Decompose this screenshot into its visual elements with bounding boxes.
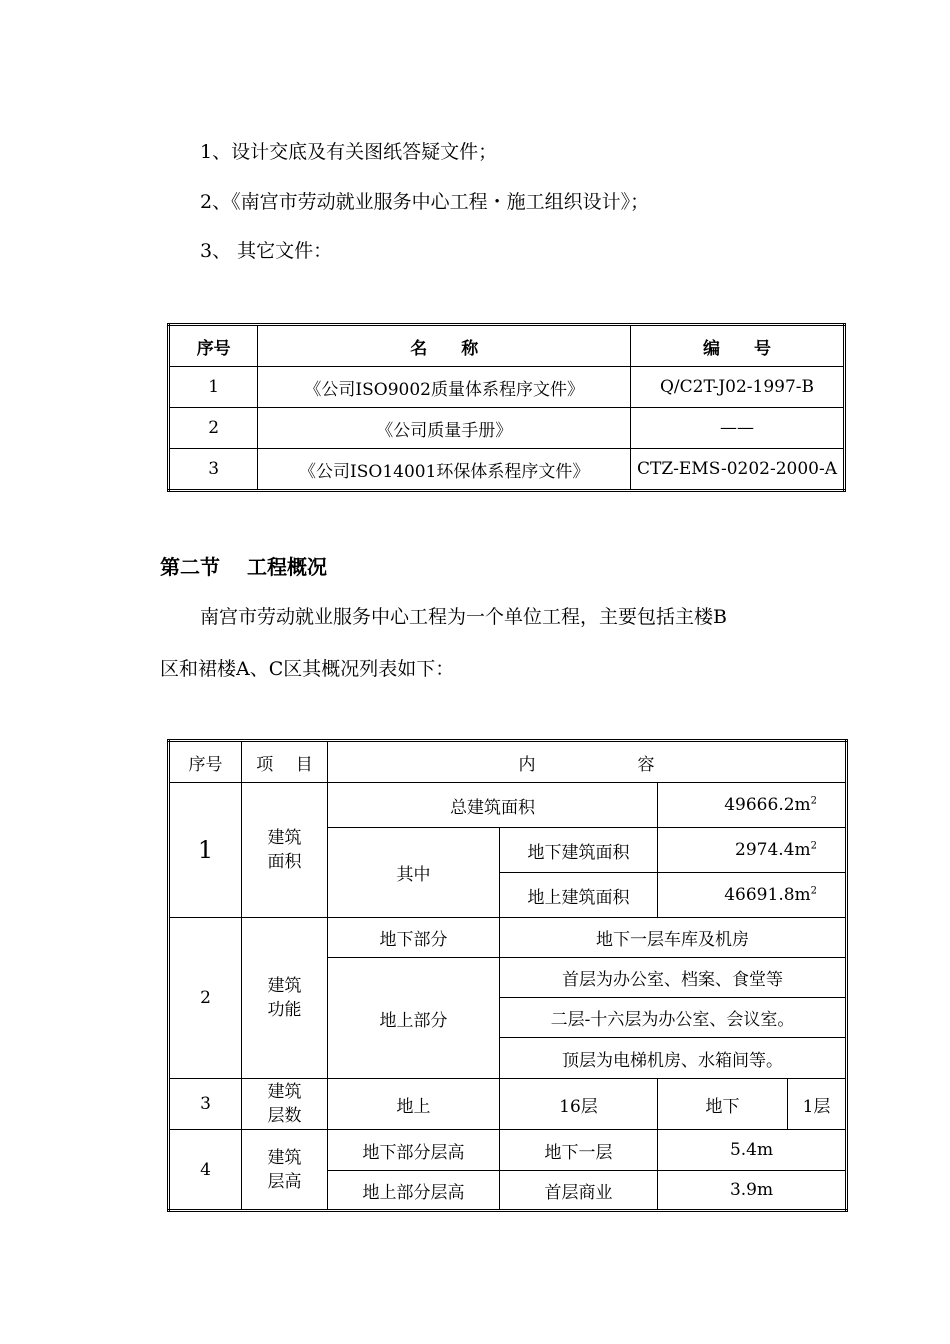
aboveground-floor: 首层商业 xyxy=(500,1171,658,1211)
aboveground-part-label: 地上部分 xyxy=(328,958,500,1079)
total-area-value: $49666.2m^2$ xyxy=(658,783,847,828)
aboveground-function-3: 顶层为电梯机房、水箱间等。 xyxy=(500,1038,847,1079)
aboveground-height-label: 地上部分层高 xyxy=(328,1171,500,1211)
underground-height-label: 地下部分层高 xyxy=(328,1130,500,1171)
aboveground-area-label: 地上建筑面积 xyxy=(500,873,658,918)
table-row xyxy=(169,1130,847,1171)
total-area-label: 总建筑面积 xyxy=(328,783,658,828)
header-item: 项 目 xyxy=(242,741,328,783)
cell-no: 3 xyxy=(169,449,258,491)
floors-under-value: 1层 xyxy=(788,1079,847,1130)
table-header-row xyxy=(169,325,845,367)
floors-above-label: 地上 xyxy=(328,1079,500,1130)
aboveground-function-1: 首层为办公室、档案、食堂等 xyxy=(500,958,847,998)
header-no: 序号 xyxy=(169,741,242,783)
floors-above-value: 16层 xyxy=(500,1079,658,1130)
underground-part-label: 地下部分 xyxy=(328,918,500,958)
paragraph-line-2: 区和裙楼A、C区其概况列表如下： xyxy=(160,658,455,680)
floors-under-label: 地下 xyxy=(658,1079,788,1130)
paragraph-line-1: 南宫市劳动就业服务中心工程为一个单位工程，主要包括主楼B xyxy=(200,606,727,628)
row-2-item: 建筑功能 xyxy=(242,918,328,1079)
row-3-no: 3 xyxy=(169,1079,242,1130)
header-no: 序号 xyxy=(169,325,258,367)
cell-name: 《公司ISO14001环保体系程序文件》 xyxy=(258,449,631,491)
header-name: 名 称 xyxy=(258,325,631,367)
reference-item-3: 3、 其它文件： xyxy=(200,240,333,262)
project-overview-table xyxy=(167,739,848,1212)
cell-code: —— xyxy=(631,408,845,449)
row-3-item: 建筑层数 xyxy=(242,1079,328,1130)
underground-part-value: 地下一层车库及机房 xyxy=(500,918,847,958)
underground-area-value: $2974.4m^2$ xyxy=(658,828,847,873)
row-4-item: 建筑层高 xyxy=(242,1130,328,1211)
reference-item-1: 1、设计交底及有关图纸答疑文件； xyxy=(200,141,498,163)
row-1-no: 1 xyxy=(169,783,242,918)
table-row xyxy=(169,367,845,408)
of-which-label: 其中 xyxy=(328,828,500,918)
row-4-no: 4 xyxy=(169,1130,242,1211)
underground-floor: 地下一层 xyxy=(500,1130,658,1171)
table-row xyxy=(169,449,845,491)
section-title: 第二节 工程概况 xyxy=(160,555,327,579)
cell-name: 《公司ISO9002质量体系程序文件》 xyxy=(258,367,631,408)
cell-no: 2 xyxy=(169,408,258,449)
aboveground-height-value: 3.9m xyxy=(658,1171,847,1211)
aboveground-area-value: $46691.8m^2$ xyxy=(658,873,847,918)
aboveground-function-2: 二层-十六层为办公室、会议室。 xyxy=(500,998,847,1038)
table-row xyxy=(169,1079,847,1130)
underground-height-value: 5.4m xyxy=(658,1130,847,1171)
reference-item-2: 2、《南宫市劳动就业服务中心工程・施工组织设计》； xyxy=(200,191,650,213)
table-row xyxy=(169,783,847,828)
cell-no: 1 xyxy=(169,367,258,408)
table-row xyxy=(169,918,847,958)
row-1-item: 建筑面积 xyxy=(242,783,328,918)
table-header-row xyxy=(169,741,847,783)
underground-area-label: 地下建筑面积 xyxy=(500,828,658,873)
table-row xyxy=(169,408,845,449)
row-2-no: 2 xyxy=(169,918,242,1079)
cell-name: 《公司质量手册》 xyxy=(258,408,631,449)
reference-documents-table xyxy=(167,323,846,492)
header-content: 内 容 xyxy=(328,741,847,783)
header-code: 编 号 xyxy=(631,325,845,367)
cell-code: Q/C2T-J02-1997-B xyxy=(631,367,845,408)
cell-code: CTZ-EMS-0202-2000-A xyxy=(631,449,845,491)
